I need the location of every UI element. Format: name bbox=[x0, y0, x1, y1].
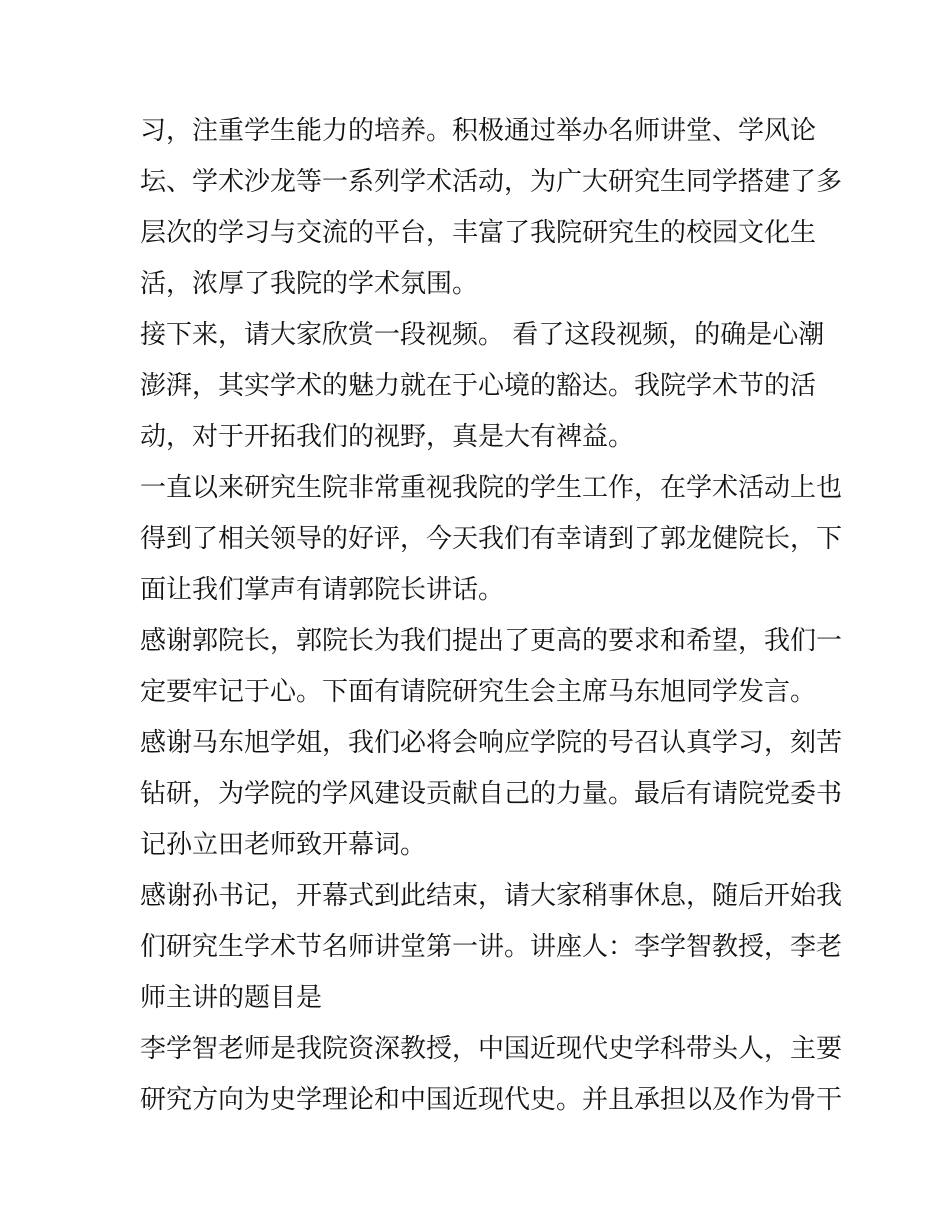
text-line: 李学智老师是我院资深教授，中国近现代史学科带头人，主要 bbox=[140, 1034, 843, 1064]
text-line: 活，浓厚了我院的学术氛围。 bbox=[140, 269, 479, 299]
document-body bbox=[140, 106, 843, 1126]
text-line: 研究方向为史学理论和中国近现代史。并且承担以及作为骨干 bbox=[140, 1085, 843, 1115]
text-line: 感谢郭院长，郭院长为我们提出了更高的要求和希望，我们一 bbox=[140, 626, 843, 656]
text-line: 动，对于开拓我们的视野，真是大有裨益。 bbox=[140, 422, 635, 452]
text-line: 感谢孙书记，开幕式到此结束，请大家稍事休息，随后开始我 bbox=[140, 881, 843, 911]
text-line: 得到了相关领导的好评，今天我们有幸请到了郭龙健院长，下 bbox=[140, 524, 843, 554]
text-line: 感谢马东旭学姐，我们必将会响应学院的号召认真学习，刻苦 bbox=[140, 728, 843, 758]
text-line: 澎湃，其实学术的魅力就在于心境的豁达。我院学术节的活 bbox=[140, 371, 817, 401]
text-line: 定要牢记于心。下面有请院研究生会主席马东旭同学发言。 bbox=[140, 677, 817, 707]
text-line: 坛、学术沙龙等一系列学术活动，为广大研究生同学搭建了多 bbox=[140, 167, 843, 197]
text-line: 们研究生学术节名师讲堂第一讲。讲座人：李学智教授，李老 bbox=[140, 932, 843, 962]
text-line: 记孙立田老师致开幕词。 bbox=[140, 830, 427, 860]
text-line: 面让我们掌声有请郭院长讲话。 bbox=[140, 575, 505, 605]
text-line: 钻研，为学院的学风建设贡献自己的力量。最后有请院党委书 bbox=[140, 779, 843, 809]
text-line: 一直以来研究生院非常重视我院的学生工作，在学术活动上也 bbox=[140, 473, 843, 503]
text-line: 师主讲的题目是 bbox=[140, 983, 323, 1013]
text-line: 层次的学习与交流的平台，丰富了我院研究生的校园文化生 bbox=[140, 218, 817, 248]
text-line: 接下来，请大家欣赏一段视频。 看了这段视频，的确是心潮 bbox=[140, 320, 825, 350]
text-line: 习，注重学生能力的培养。积极通过举办名师讲堂、学风论 bbox=[140, 116, 817, 146]
